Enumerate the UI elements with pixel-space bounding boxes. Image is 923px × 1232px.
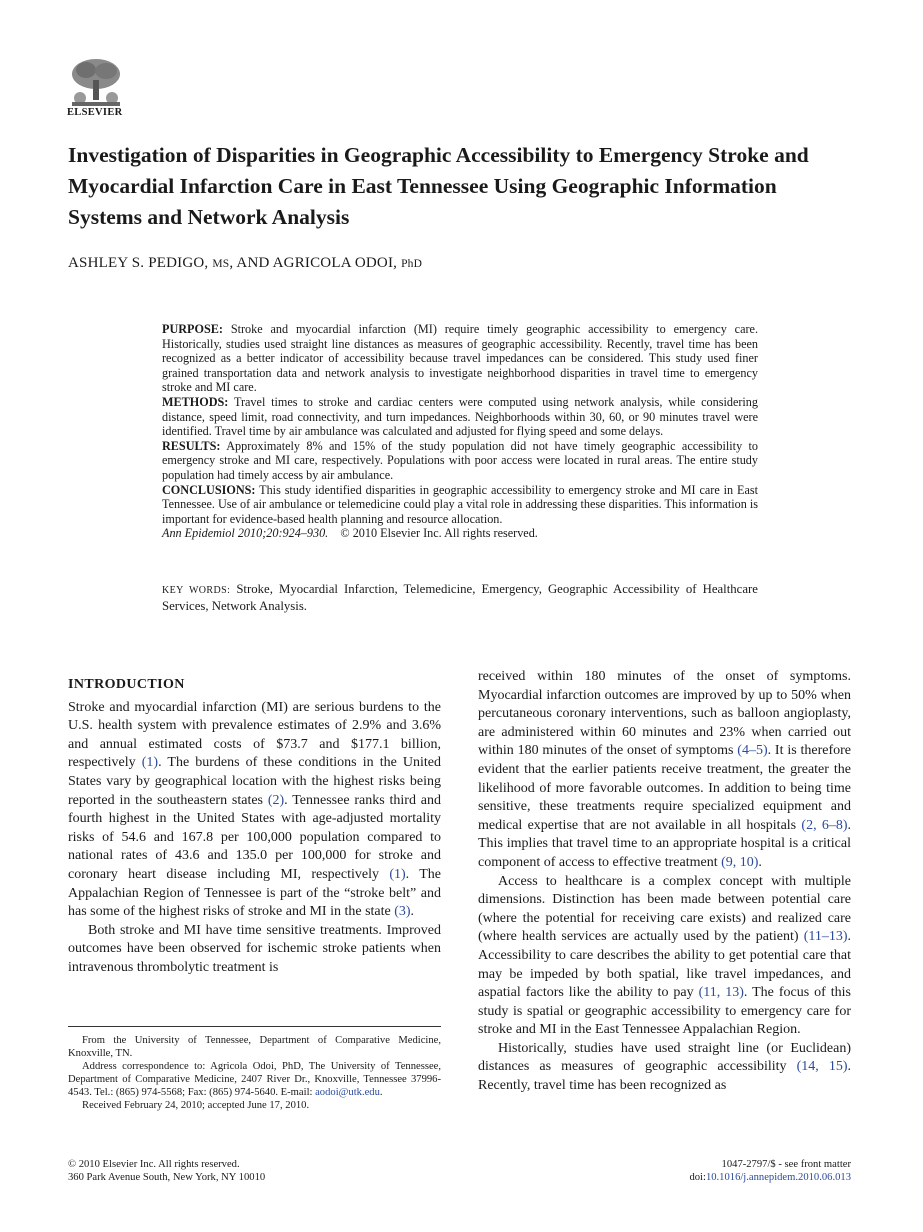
abstract-conclusions-label: CONCLUSIONS: — [162, 482, 256, 497]
abstract-methods-label: METHODS: — [162, 394, 229, 409]
article-authors — [68, 255, 422, 272]
abstract-purpose-text: Stroke and myocardial infarction (MI) require timely geographic accessibility to emergency care. Historically, studies used straight line distances as measures of geographic accessibility. Recently, travel time has been recognized as a better indicator of accessibility because travel impedances can be considered. This study used finer grained transportation data and network analysis to investigate neighborhood disparities in travel time to emergency stroke and MI care. — [162, 322, 759, 395]
left-column — [68, 676, 441, 978]
author-connector: , AND AGRICOLA ODOI, — [229, 255, 402, 271]
abstract-results-label: RESULTS: — [162, 438, 221, 453]
reference-link[interactable]: (11–13) — [803, 929, 848, 945]
abstract-conclusions-text: This study identified disparities in geographic accessibility to emergency stroke and MI care in East Tennessee. Use of air ambulance or telemedicine could play a vital role in addressing these disparities. This information is important for evidence-based health planning and resource allocation. — [162, 482, 759, 526]
right-column — [478, 668, 851, 1096]
footnote-divider — [68, 1026, 441, 1027]
abstract-results — [162, 439, 758, 483]
footnote-received: Received February 24, 2010; accepted June 17, 2010. — [82, 1100, 310, 1111]
abstract-purpose — [162, 322, 758, 395]
keywords-text: Stroke, Myocardial Infarction, Telemedicine, Emergency, Geographic Accessibility of Healthcare Services, Network Analysis. — [162, 582, 758, 613]
author2-degree: PhD — [401, 258, 423, 270]
reference-link[interactable]: (1) — [141, 755, 159, 771]
paragraph: Historically, studies have used straight line (or Euclidean) distances as measures of geographic accessibility (14, 15). Recently, travel time has been recognized as — [478, 1040, 851, 1094]
abstract-results-text: Approximately 8% and 15% of the study population did not have timely geographic accessibility to emergency stroke and MI care, respectively. Populations with poor access were located in rural areas. The entire study population had timely access by air ambulance. — [162, 438, 759, 482]
reference-link[interactable]: (2, 6–8) — [801, 817, 848, 833]
abstract-methods-text: Travel times to stroke and cardiac centers were computed using network analysis, while considering distance, speed limit, road connectivity, and turn impedances. Neighborhoods within 30, 60, or 90 minutes travel were identified. Travel time by air ambulance was calculated and adjusted for flying speed and some delays. — [162, 394, 758, 439]
reference-link[interactable]: (9, 10) — [721, 854, 759, 870]
footer-copyright: © 2010 Elsevier Inc. All rights reserved. — [68, 1159, 240, 1170]
footer-issn: 1047-2797/$ - see front matter — [721, 1159, 851, 1170]
reference-link[interactable]: (14, 15) — [796, 1059, 848, 1075]
reference-link[interactable]: (1) — [389, 866, 406, 882]
keywords-label: KEY WORDS: — [162, 585, 231, 596]
page-footer-right — [600, 1158, 851, 1184]
section-heading: INTRODUCTION — [68, 677, 185, 692]
paragraph: Stroke and myocardial infarction (MI) are serious burdens to the U.S. health system with prevalence estimates of 2.9% and 3.6% and annual estimated costs of $73.7 and $177.1 billion, respectively (1). The burdens of these conditions in the United States vary by geographical location with the highest risks being reported in the southeastern states (2). Tennessee ranks third and fourth highest in the United States with age-adjusted mortality risks of 54.6 and 167.8 per 100,000 population compared to national rates of 43.6 and 135.0 per 100,000 for stroke and coronary heart disease including MI, respectively (1). The Appalachian Region of Tennessee is part of the “stroke belt” and has some of the highest risks of stroke and MI in the state (3). — [68, 699, 441, 920]
paragraph: received within 180 minutes of the onset of symptoms. Myocardial infarction outcomes are improved by up to 50% when percutaneous coronary interventions, such as balloon angioplasty, are administered within 60 minutes and 23% when carried out within 180 minutes of the onset of symptoms (4–5). It is therefore evident that the earlier patients receive treatment, the greater the likelihood of more favorable outcomes. In addition to being time sensitive, these treatments require specialized equipment and medical expertise that are not available in all hospitals (2, 6–8). This implies that travel time to an appropriate hospital is a critical component of access to effective treatment (9, 10). — [478, 669, 851, 870]
reference-link[interactable]: (4–5) — [737, 743, 768, 759]
paragraph: Both stroke and MI have time sensitive treatments. Improved outcomes have been observed for ischemic stroke patients when intravenous thrombolytic treatment is — [68, 922, 441, 975]
article-title: Investigation of Disparities in Geographic Accessibility to Emergency Stroke and Myocardial Infarction Care in East Tennessee Using Geographic Information Systems and Network Analysis — [68, 143, 809, 229]
footnote-address: Address correspondence to: Agricola Odoi, PhD, The University of Tennessee, Department of Comparative Medicine, 2407 River Dr., Knoxville, Tennessee 37996-4543. Tel.: (865) 974-5568; Fax: (865) 974-5640. E-mail: aodoi@utk.edu. — [68, 1061, 441, 1098]
author1-degree: MS — [212, 258, 230, 270]
author1-name: ASHLEY S. PEDIGO, — [68, 255, 213, 271]
footnotes — [68, 1034, 441, 1112]
page-footer-left — [68, 1158, 265, 1184]
footer-doi: doi:10.1016/j.annepidem.2010.06.013 — [689, 1172, 851, 1183]
email-link[interactable]: aodoi@utk.edu — [315, 1087, 380, 1098]
abstract — [162, 322, 758, 541]
abstract-copyright: © 2010 Elsevier Inc. All rights reserved. — [340, 526, 538, 541]
paragraph: Access to healthcare is a complex concept with multiple dimensions. Distinction has been made between potential care (where the potential for receiving care exists) and realized care (where health services are actually used by the patient) (11–13). Accessibility to care describes the ability to get potential care that may be impeded by both spatial, like travel impedances, and aspatial factors like the ability to pay (11, 13). The focus of this study is spatial or geographic accessibility to emergency care for stroke and MI in the East Tennessee Appalachian Region. — [478, 873, 851, 1038]
reference-link[interactable]: (3) — [394, 904, 411, 920]
abstract-methods — [162, 395, 758, 439]
footer-address: 360 Park Avenue South, New York, NY 10010 — [68, 1172, 266, 1183]
abstract-citation-line — [162, 526, 758, 541]
reference-link[interactable]: (2) — [267, 792, 285, 808]
abstract-purpose-label: PURPOSE: — [162, 322, 223, 336]
keywords — [162, 582, 758, 614]
abstract-conclusions — [162, 483, 758, 527]
publisher-name: ELSEVIER — [67, 107, 123, 118]
reference-link[interactable]: (11, 13) — [698, 985, 744, 1001]
doi-link[interactable]: 10.1016/j.annepidem.2010.06.013 — [705, 1172, 851, 1183]
footnote-affiliation: From the University of Tennessee, Department of Comparative Medicine, Knoxville, TN. — [68, 1035, 441, 1059]
journal-citation: Ann Epidemiol 2010;20:924–930. — [162, 526, 329, 541]
